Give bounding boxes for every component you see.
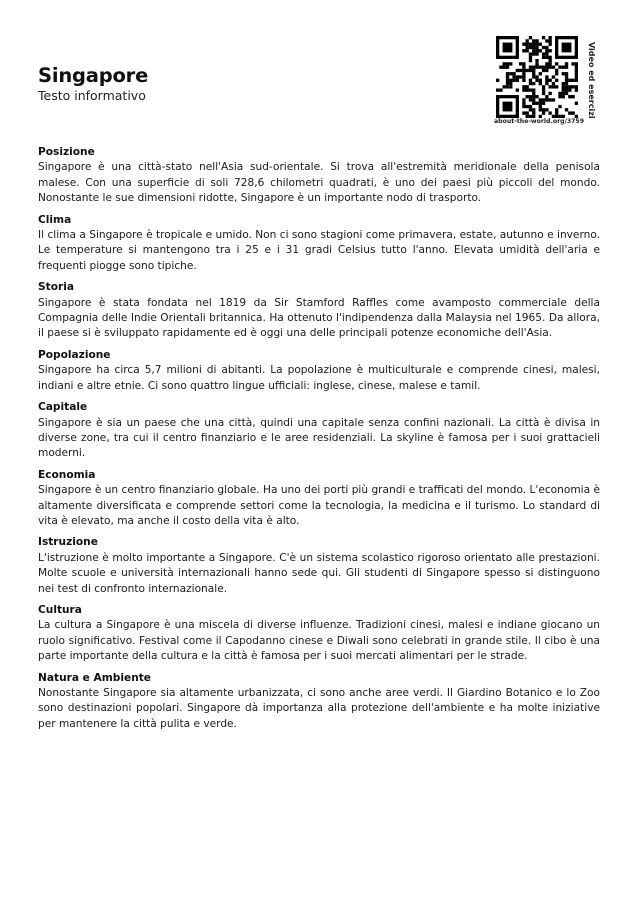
- qr-side-label: Video ed esercizi: [587, 42, 596, 119]
- section-popolazione: [38, 348, 600, 394]
- section-storia: [38, 280, 600, 342]
- section-text: Singapore è stata fondata nel 1819 da Sir Stamford Raffles come avamposto commerciale della Compagnia delle Indie Orientali britannica. Ha ottenuto l'indipendenza dalla Malaysia nel 1965. Da allora, il paese si è sviluppato rapidamente ed è oggi una delle principali potenze economiche dell'Asia.: [38, 296, 600, 340]
- section-text: L'istruzione è molto importante a Singapore. C'è un sistema scolastico rigoroso orientato alle prestazioni. Molte scuole e università internazionali hanno sede qui. Gli studenti di Singapore spesso si distinguono nei test di confronto internazionale.: [38, 551, 600, 595]
- section-natura-ambiente: [38, 671, 600, 733]
- section-heading: Cultura: [38, 603, 82, 616]
- article-body: [38, 145, 600, 738]
- section-heading: Natura e Ambiente: [38, 671, 151, 684]
- section-heading: Capitale: [38, 401, 88, 414]
- section-heading: Istruzione: [38, 536, 98, 549]
- section-text: Il clima a Singapore è tropicale e umido. Non ci sono stagioni come primavera, estate, autunno e inverno. Le temperature si mantengono tra i 25 e i 31 gradi Celsius tutto l'anno. Elevata umidità dell'aria e frequenti piogge sono tipiche.: [38, 229, 600, 272]
- page-subtitle: Testo informativo: [38, 88, 146, 103]
- page-title: Singapore: [38, 64, 149, 87]
- section-heading: Storia: [38, 281, 74, 294]
- section-heading: Economia: [38, 468, 96, 481]
- section-heading: Popolazione: [38, 348, 111, 361]
- section-heading: Posizione: [38, 146, 95, 158]
- section-text: Singapore è un centro finanziario globale. Ha uno dei porti più grandi e trafficati del mondo. L'economia è altamente diversificata e comprende settori come la tecnologia, la medicina e il turismo. Lo standard di vita è elevato, ma anche il costo della vita è alto.: [38, 484, 600, 527]
- section-text: La cultura a Singapore è una miscela di diverse influenze. Tradizioni cinesi, malesi e indiane giocano un ruolo significativo. Festival come il Capodanno cinese e Diwali sono celebrati in grande stile. Il cibo è una parte importante della cultura e la città è famosa per i suoi mercati alimentari per le strade.: [38, 619, 600, 663]
- section-heading: Clima: [38, 213, 72, 226]
- section-text: Singapore è sia un paese che una città, quindi una capitale senza confini nazionali. La città è divisa in diverse zone, tra cui il centro finanziario e le aree residenziali. La skyline è famosa per i suoi grattacieli moderni.: [38, 416, 600, 460]
- section-text: Nonostante Singapore sia altamente urbanizzata, ci sono anche aree verdi. Il Giardino Botanico e lo Zoo sono destinazioni popolari. Singapore dà importanza alla protezione dell'ambiente e ha molte iniziative per mantenere la città pulita e verde.: [38, 687, 600, 730]
- section-economia: [38, 468, 600, 530]
- section-text: Singapore è una città-stato nell'Asia sud-orientale. Si trova all'estremità meridionale della penisola malese. Con una superficie di soli 728,6 chilometri quadrati, è uno dei paesi più piccoli del mondo. Nonostante le sue dimensioni ridotte, Singapore è un importante nodo di trasporto.: [38, 161, 600, 205]
- section-capitale: [38, 400, 600, 462]
- section-posizione: [38, 145, 600, 207]
- qr-url-label[interactable]: about-the-world.org/3759: [494, 118, 585, 125]
- section-istruzione: [38, 535, 600, 597]
- qr-code-icon[interactable]: [496, 36, 578, 118]
- section-cultura: [38, 603, 600, 665]
- section-text: Singapore ha circa 5,7 milioni di abitanti. La popolazione è multiculturale e comprende cinesi, malesi, indiani e altre etnie. Ci sono quattro lingue ufficiali: inglese, cinese, malese e tamil.: [38, 364, 600, 392]
- section-clima: [38, 213, 600, 275]
